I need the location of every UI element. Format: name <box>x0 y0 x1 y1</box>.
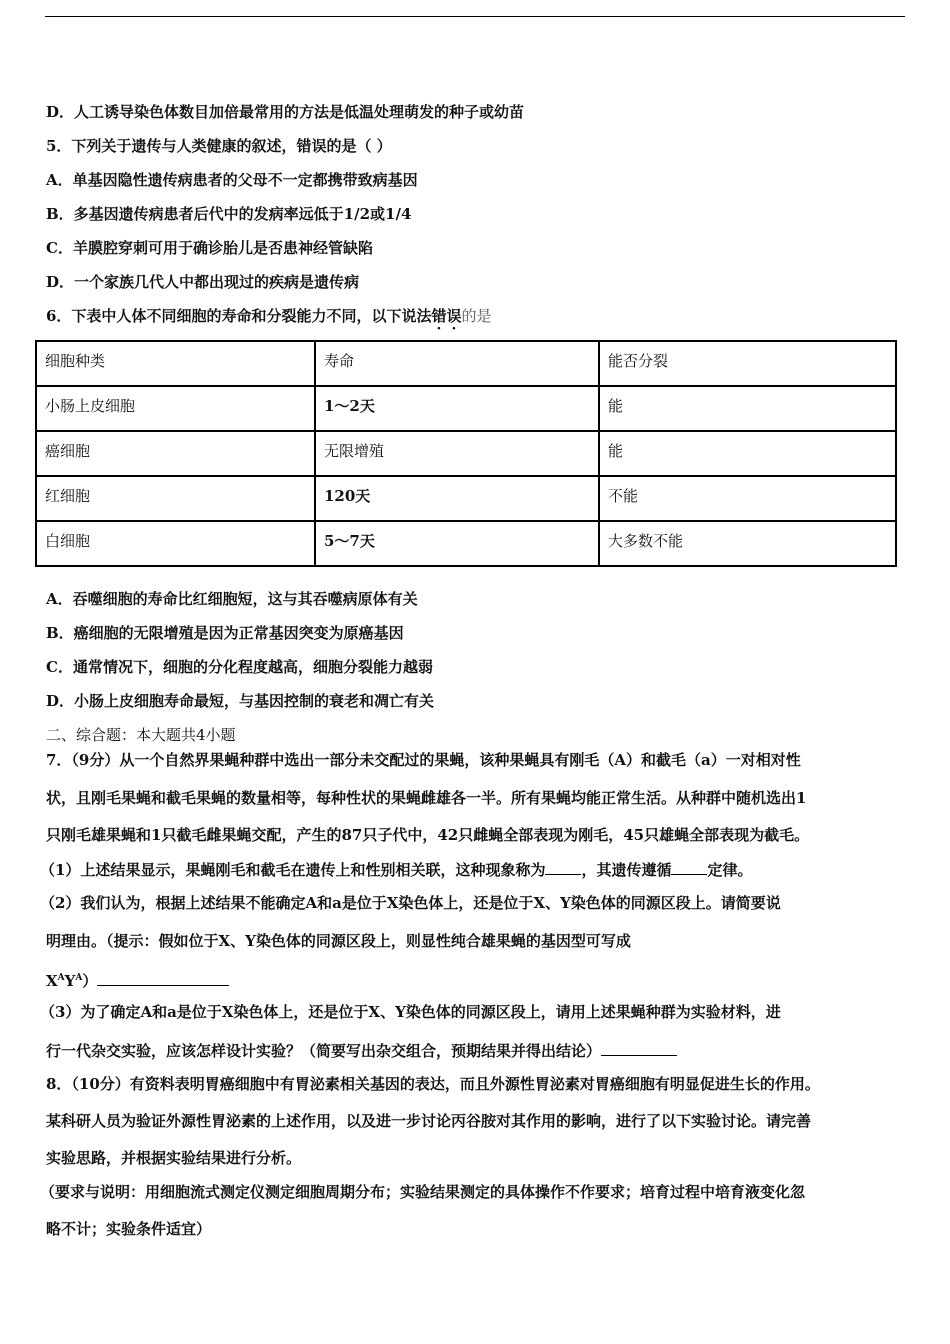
table-header-cell: 寿命 <box>315 341 599 386</box>
table-header-row <box>36 341 896 386</box>
q6-option-a: A．吞噬细胞的寿命比红细胞短，这与其吞噬病原体有关 <box>46 590 418 608</box>
table-row <box>36 476 896 521</box>
q8-line-2: 某科研人员为验证外源性胃泌素的上述作用，以及进一步讨论丙谷胺对其作用的影响，进行了以下实验讨论。请完善 <box>46 1112 812 1130</box>
table-row <box>36 386 896 431</box>
q5-option-b: B．多基因遗传病患者后代中的发病率远低于1/2或1/4 <box>46 205 412 223</box>
q7-sub-3-line-1: （3）为了确定A和a是位于X染色体上，还是位于X、Y染色体的同源区段上，请用上述果蝇种群为实验材料，进 <box>40 1003 781 1021</box>
table-row <box>36 521 896 566</box>
table-cell: 白细胞 <box>36 521 315 566</box>
q7-sub1-text-c: 定律。 <box>707 861 753 879</box>
table-row <box>36 431 896 476</box>
answer-blank[interactable] <box>545 859 581 875</box>
table-cell: 不能 <box>599 476 896 521</box>
table-header-cell: 细胞种类 <box>36 341 315 386</box>
q5-option-c: C．羊膜腔穿刺可用于确诊胎儿是否患神经管缺陷 <box>46 239 373 257</box>
q5-option-d: D．一个家族几代人中都出现过的疾病是遗传病 <box>46 273 360 291</box>
table-cell: 癌细胞 <box>36 431 315 476</box>
q4-option-d: D．人工诱导染色体数目加倍最常用的方法是低温处理萌发的种子或幼苗 <box>46 103 525 121</box>
q8-line-5: 略不计；实验条件适宜） <box>46 1220 212 1238</box>
genotype-x: X <box>46 972 58 990</box>
cell-lifespan-table <box>35 340 897 567</box>
table-cell: 120天 <box>315 476 599 521</box>
q6-stem-emphasis-1: 错 <box>431 307 447 325</box>
answer-blank[interactable] <box>601 1040 677 1056</box>
answer-blank[interactable] <box>671 859 707 875</box>
table-cell: 1～2天 <box>315 386 599 431</box>
q6-stem <box>46 306 492 326</box>
q5-stem: 5．下列关于遗传与人类健康的叙述，错误的是（ ） <box>46 137 392 155</box>
q6-stem-prefix: 6．下表中人体不同细胞的寿命和分裂能力不同，以下说法 <box>46 307 432 325</box>
table-cell: 红细胞 <box>36 476 315 521</box>
q7-sub-2-line-2: 明理由。（提示：假如位于X、Y染色体的同源区段上，则显性纯合雄果蝇的基因型可写成 <box>46 932 631 950</box>
q7-sub1-text-b: ，其遗传遵循 <box>581 861 672 879</box>
table-cell: 能 <box>599 431 896 476</box>
q6-option-c: C．通常情况下，细胞的分化程度越高，细胞分裂能力越弱 <box>46 658 433 676</box>
section-2-title: 二、综合题：本大题共4小题 <box>46 726 236 744</box>
table-cell: 5～7天 <box>315 521 599 566</box>
q6-option-b: B．癌细胞的无限增殖是因为正常基因突变为原癌基因 <box>46 624 404 642</box>
q6-stem-emphasis-2: 误 <box>446 307 462 325</box>
q7-line-3: 只刚毛雄果蝇和1只截毛雌果蝇交配，产生的87只子代中，42只雌蝇全部表现为刚毛，45只雄蝇全部表现为截毛。 <box>46 826 810 844</box>
q6-option-d: D．小肠上皮细胞寿命最短，与基因控制的衰老和凋亡有关 <box>46 692 435 710</box>
q7-sub-2-line-1: （2）我们认为，根据上述结果不能确定A和a是位于X染色体上，还是位于X、Y染色体的同源区段上。请简要说 <box>40 894 781 912</box>
header-rule <box>45 16 905 17</box>
genotype-y-superscript: A <box>75 973 83 983</box>
q6-stem-suffix: 的是 <box>461 307 492 325</box>
table-cell: 能 <box>599 386 896 431</box>
answer-blank[interactable] <box>97 970 229 986</box>
genotype-y: Y <box>64 972 76 990</box>
q8-line-4: （要求与说明：用细胞流式测定仪测定细胞周期分布；实验结果测定的具体操作不作要求；培育过程中培育液变化忽 <box>40 1183 806 1201</box>
table-cell: 小肠上皮细胞 <box>36 386 315 431</box>
table-cell: 无限增殖 <box>315 431 599 476</box>
table-header-cell: 能否分裂 <box>599 341 896 386</box>
q5-option-a: A．单基因隐性遗传病患者的父母不一定都携带致病基因 <box>46 171 418 189</box>
q7-line-2: 状，且刚毛果蝇和截毛果蝇的数量相等，每种性状的果蝇雌雄各一半。所有果蝇均能正常生活。从种群中随机选出1 <box>46 789 807 807</box>
q7-sub1-text-a: （1）上述结果显示，果蝇刚毛和截毛在遗传上和性别相关联，这种现象称为 <box>40 861 546 879</box>
q8-line-3: 实验思路，并根据实验结果进行分析。 <box>46 1149 302 1167</box>
q7-sub-1 <box>40 859 752 880</box>
genotype-close: ） <box>82 972 98 990</box>
table-cell: 大多数不能 <box>599 521 896 566</box>
q7-sub3-text: 行一代杂交实验，应该怎样设计实验？（简要写出杂交组合，预期结果并得出结论） <box>46 1042 602 1060</box>
q7-genotype-line <box>46 968 229 991</box>
q7-sub-3-line-2 <box>46 1040 677 1061</box>
q7-line-1: 7．（9分）从一个自然界果蝇种群中选出一部分未交配过的果蝇，该种果蝇具有刚毛（A）和截毛（a）一对相对性 <box>46 751 801 769</box>
genotype-x-superscript: A <box>57 973 65 983</box>
q8-line-1: 8．（10分）有资料表明胃癌细胞中有胃泌素相关基因的表达，而且外源性胃泌素对胃癌细胞有明显促进生长的作用。 <box>46 1075 820 1093</box>
